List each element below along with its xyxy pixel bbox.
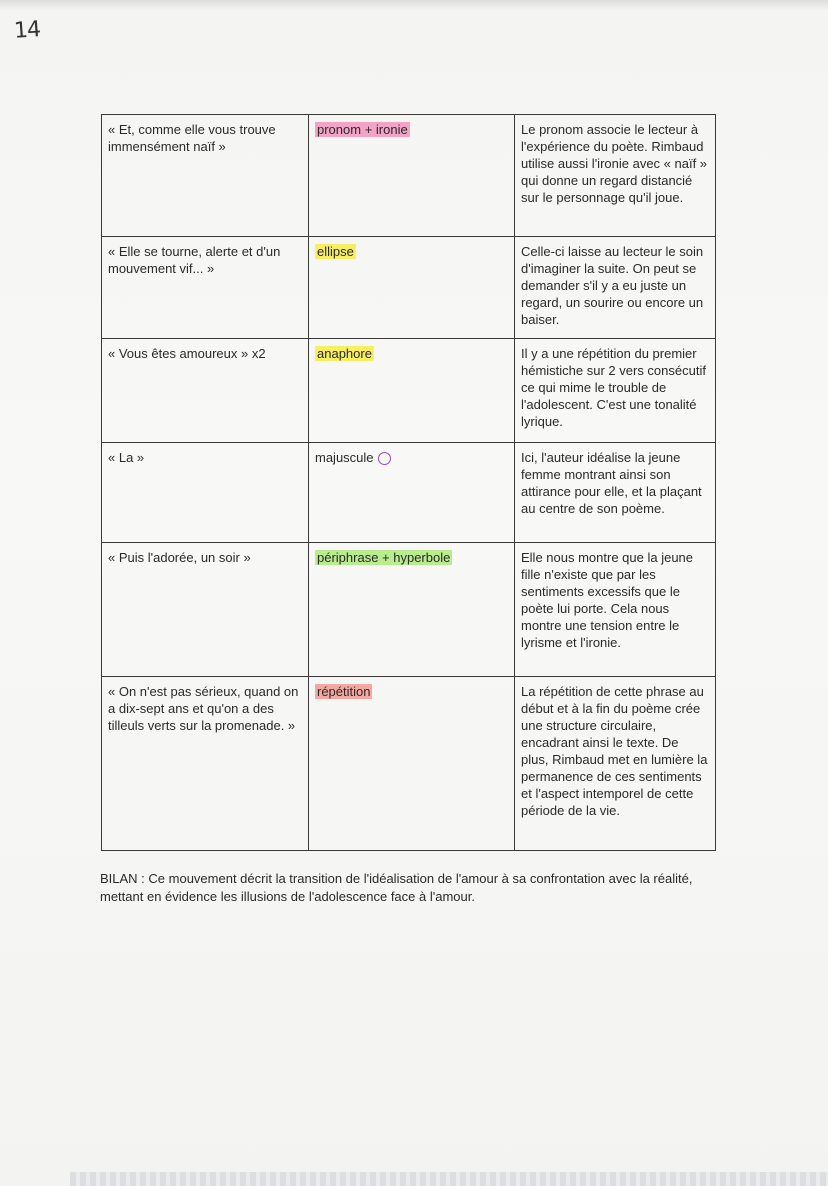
explanation-cell: Celle-ci laisse au lecteur le soin d'imaginer la suite. On peut se demander s'il y a eu juste un regard, un sourire ou encore un baiser. [515, 237, 716, 339]
figure-label: ellipse [317, 244, 354, 259]
table-row [102, 237, 716, 339]
figure-cell [309, 115, 515, 237]
figure-label: répétition [317, 684, 371, 699]
explanation-cell: La répétition de cette phrase au début et à la fin du poème crée une structure circulaire, encadrant ainsi le texte. De plus, Rimbaud met en lumière la permanence de ces sentiments et l'aspect intemporel de cette période de la vie. [515, 677, 716, 851]
page-number: 14 [13, 17, 41, 44]
quote-cell: « Elle se tourne, alerte et d'un mouvement vif... » [102, 237, 309, 339]
quote-cell: « Et, comme elle vous trouve immensément naïf » [102, 115, 309, 237]
circle-icon [378, 452, 391, 465]
quote-cell: « On n'est pas sérieux, quand on a dix-sept ans et qu'on a des tilleuls verts sur la promenade. » [102, 677, 309, 851]
table-row [102, 339, 716, 443]
bilan-paragraph: BILAN : Ce mouvement décrit la transition de l'idéalisation de l'amour à sa confrontation avec la réalité, mettant en évidence les illusions de l'adolescence face à l'amour. [100, 871, 693, 904]
figure-cell [309, 443, 515, 543]
page-bottom-edge [70, 1172, 828, 1186]
quote-cell: « Vous êtes amoureux » x2 [102, 339, 309, 443]
figure-cell [309, 237, 515, 339]
analysis-table [101, 114, 716, 851]
table-row [102, 115, 716, 237]
page-top-edge [0, 0, 828, 10]
explanation-cell: Ici, l'auteur idéalise la jeune femme montrant ainsi son attirance pour elle, et la plaçant au centre de son poème. [515, 443, 716, 543]
figure-label: pronom + ironie [317, 122, 408, 137]
quote-cell: « La » [102, 443, 309, 543]
table-row [102, 543, 716, 677]
quote-cell: « Puis l'adorée, un soir » [102, 543, 309, 677]
figure-cell [309, 677, 515, 851]
figure-label: anaphore [317, 346, 372, 361]
figure-cell [309, 339, 515, 443]
figure-cell [309, 543, 515, 677]
explanation-cell: Elle nous montre que la jeune fille n'existe que par les sentiments excessifs que le poète lui porte. Cela nous montre une tension entre le lyrisme et l'ironie. [515, 543, 716, 677]
table-row [102, 443, 716, 543]
explanation-cell: Le pronom associe le lecteur à l'expérience du poète. Rimbaud utilise aussi l'ironie avec « naïf » qui donne un regard distancié sur le personnage qu'il joue. [515, 115, 716, 237]
table-row [102, 677, 716, 851]
explanation-cell: Il y a une répétition du premier hémistiche sur 2 vers consécutif ce qui mime le trouble de l'adolescent. C'est une tonalité lyrique. [515, 339, 716, 443]
figure-label: majuscule [315, 450, 374, 465]
figure-label: périphrase + hyperbole [317, 550, 451, 565]
